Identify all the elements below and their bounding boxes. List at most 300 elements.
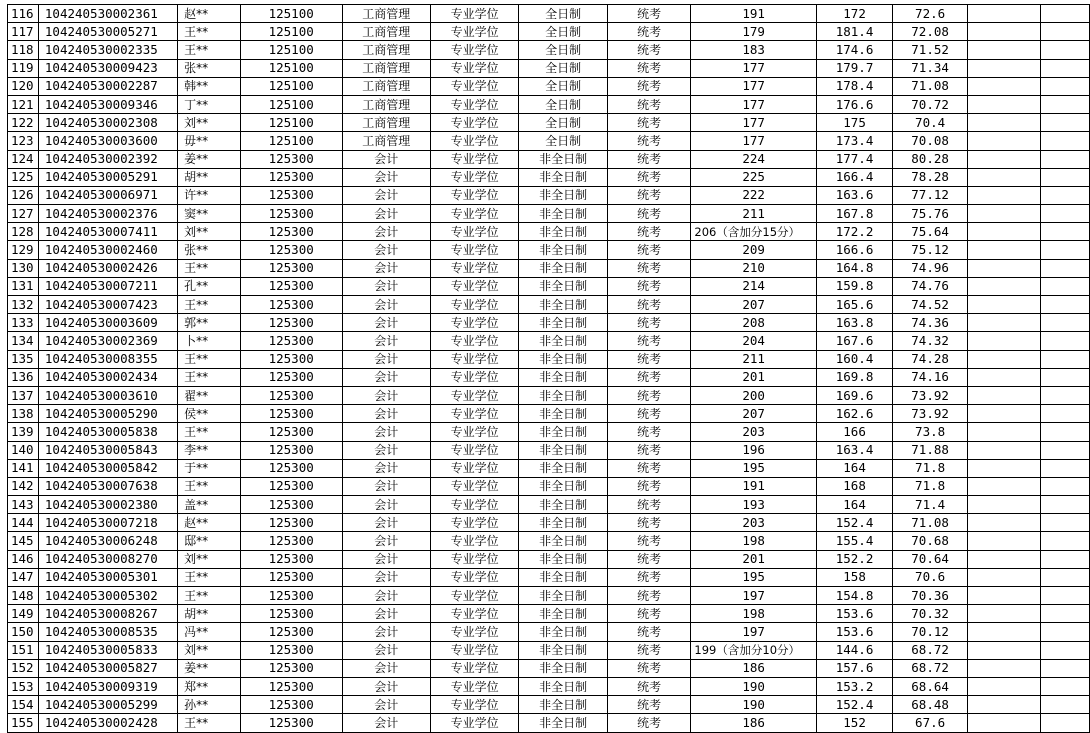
cell-exam-type: 统考 [607,532,691,550]
cell-initial-score: 211 [691,205,816,223]
cell-major-name: 会计 [342,477,430,495]
cell-candidate-name: 邸** [178,532,241,550]
cell-degree-type: 专业学位 [430,168,518,186]
table-row [8,532,1090,550]
cell-retest-score: 152.4 [816,514,893,532]
cell-exam-id: 104240530005291 [38,168,177,186]
cell-major-code: 125300 [240,259,342,277]
cell-candidate-name: 赵** [178,5,241,23]
cell-total-score: 73.8 [893,423,968,441]
cell-candidate-name: 郭** [178,314,241,332]
cell-exam-type: 统考 [607,605,691,623]
cell-exam-id: 104240530002361 [38,5,177,23]
cell-degree-type: 专业学位 [430,186,518,204]
cell-retest-score: 177.4 [816,150,893,168]
cell-candidate-name: 郑** [178,677,241,695]
cell-total-score: 70.64 [893,550,968,568]
table-row [8,95,1090,113]
cell-remark-b [1040,259,1089,277]
cell-remark-a [967,659,1040,677]
cell-major-code: 125300 [240,314,342,332]
cell-major-code: 125300 [240,168,342,186]
cell-total-score: 71.08 [893,514,968,532]
cell-degree-type: 专业学位 [430,514,518,532]
cell-exam-type: 统考 [607,587,691,605]
cell-remark-a [967,496,1040,514]
cell-degree-type: 专业学位 [430,314,518,332]
cell-total-score: 74.36 [893,314,968,332]
cell-remark-b [1040,59,1089,77]
table-row [8,696,1090,714]
cell-degree-type: 专业学位 [430,641,518,659]
cell-remark-a [967,150,1040,168]
cell-candidate-name: 刘** [178,550,241,568]
cell-degree-type: 专业学位 [430,77,518,95]
cell-major-code: 125100 [240,77,342,95]
cell-row-number: 128 [8,223,39,241]
cell-row-number: 134 [8,332,39,350]
cell-row-number: 126 [8,186,39,204]
table-row [8,296,1090,314]
cell-major-name: 会计 [342,314,430,332]
cell-row-number: 119 [8,59,39,77]
cell-major-name: 会计 [342,423,430,441]
cell-major-code: 125100 [240,59,342,77]
cell-remark-a [967,605,1040,623]
cell-row-number: 130 [8,259,39,277]
cell-degree-type: 专业学位 [430,386,518,404]
cell-study-mode: 非全日制 [519,623,607,641]
cell-major-code: 125300 [240,605,342,623]
cell-exam-id: 104240530002308 [38,114,177,132]
cell-major-code: 125300 [240,514,342,532]
cell-remark-b [1040,205,1089,223]
cell-remark-a [967,587,1040,605]
cell-retest-score: 152 [816,714,893,732]
cell-degree-type: 专业学位 [430,296,518,314]
cell-retest-score: 152.4 [816,696,893,714]
cell-initial-score: 211 [691,350,816,368]
table-row [8,332,1090,350]
cell-major-code: 125300 [240,223,342,241]
cell-exam-type: 统考 [607,296,691,314]
cell-initial-score: 214 [691,277,816,295]
cell-remark-a [967,186,1040,204]
cell-major-name: 工商管理 [342,77,430,95]
cell-retest-score: 166.4 [816,168,893,186]
cell-remark-a [967,641,1040,659]
cell-degree-type: 专业学位 [430,241,518,259]
cell-total-score: 74.16 [893,368,968,386]
cell-remark-a [967,350,1040,368]
cell-major-name: 会计 [342,332,430,350]
cell-exam-id: 104240530002426 [38,259,177,277]
cell-remark-a [967,441,1040,459]
cell-degree-type: 专业学位 [430,659,518,677]
cell-row-number: 152 [8,659,39,677]
cell-total-score: 67.6 [893,714,968,732]
cell-row-number: 147 [8,568,39,586]
cell-remark-b [1040,423,1089,441]
cell-retest-score: 181.4 [816,23,893,41]
cell-study-mode: 非全日制 [519,259,607,277]
cell-major-name: 会计 [342,441,430,459]
cell-retest-score: 165.6 [816,296,893,314]
cell-exam-id: 104240530002335 [38,41,177,59]
cell-study-mode: 非全日制 [519,368,607,386]
cell-initial-score: 225 [691,168,816,186]
cell-study-mode: 非全日制 [519,314,607,332]
cell-row-number: 122 [8,114,39,132]
cell-major-name: 会计 [342,568,430,586]
cell-exam-id: 104240530003609 [38,314,177,332]
cell-exam-type: 统考 [607,150,691,168]
cell-total-score: 70.36 [893,587,968,605]
cell-total-score: 71.52 [893,41,968,59]
cell-initial-score: 203 [691,514,816,532]
cell-initial-score: 195 [691,459,816,477]
cell-remark-b [1040,496,1089,514]
cell-major-code: 125300 [240,186,342,204]
cell-remark-b [1040,241,1089,259]
cell-exam-type: 统考 [607,223,691,241]
cell-exam-id: 104240530007423 [38,296,177,314]
cell-study-mode: 非全日制 [519,550,607,568]
cell-row-number: 129 [8,241,39,259]
cell-row-number: 150 [8,623,39,641]
cell-exam-type: 统考 [607,659,691,677]
cell-exam-id: 104240530005827 [38,659,177,677]
cell-exam-type: 统考 [607,350,691,368]
cell-candidate-name: 王** [178,587,241,605]
cell-exam-type: 统考 [607,241,691,259]
cell-remark-a [967,132,1040,150]
cell-initial-score: 177 [691,114,816,132]
cell-remark-b [1040,350,1089,368]
cell-candidate-name: 刘** [178,641,241,659]
cell-major-name: 会计 [342,350,430,368]
cell-candidate-name: 韩** [178,77,241,95]
cell-initial-score: 179 [691,23,816,41]
cell-initial-score: 208 [691,314,816,332]
cell-major-name: 会计 [342,386,430,404]
cell-row-number: 155 [8,714,39,732]
cell-total-score: 74.96 [893,259,968,277]
cell-initial-score: 222 [691,186,816,204]
cell-candidate-name: 赵** [178,514,241,532]
table-row [8,441,1090,459]
cell-exam-id: 104240530002392 [38,150,177,168]
table-row [8,241,1090,259]
cell-study-mode: 非全日制 [519,296,607,314]
cell-degree-type: 专业学位 [430,677,518,695]
cell-retest-score: 159.8 [816,277,893,295]
cell-retest-score: 158 [816,568,893,586]
cell-initial-score: 177 [691,59,816,77]
cell-candidate-name: 王** [178,259,241,277]
table-row [8,223,1090,241]
cell-remark-a [967,205,1040,223]
cell-row-number: 125 [8,168,39,186]
cell-remark-b [1040,132,1089,150]
table-row [8,23,1090,41]
cell-row-number: 154 [8,696,39,714]
cell-candidate-name: 孙** [178,696,241,714]
table-row [8,150,1090,168]
cell-total-score: 70.68 [893,532,968,550]
cell-exam-type: 统考 [607,550,691,568]
cell-initial-score: 201 [691,368,816,386]
cell-study-mode: 非全日制 [519,532,607,550]
cell-exam-type: 统考 [607,477,691,495]
cell-row-number: 148 [8,587,39,605]
cell-study-mode: 非全日制 [519,205,607,223]
cell-degree-type: 专业学位 [430,532,518,550]
cell-study-mode: 全日制 [519,41,607,59]
cell-major-code: 125100 [240,41,342,59]
cell-major-name: 会计 [342,532,430,550]
cell-row-number: 137 [8,386,39,404]
cell-candidate-name: 翟** [178,386,241,404]
cell-exam-id: 104240530009319 [38,677,177,695]
table-row [8,623,1090,641]
cell-candidate-name: 刘** [178,114,241,132]
cell-total-score: 75.12 [893,241,968,259]
cell-retest-score: 153.2 [816,677,893,695]
cell-exam-type: 统考 [607,168,691,186]
cell-degree-type: 专业学位 [430,59,518,77]
cell-remark-a [967,23,1040,41]
cell-study-mode: 非全日制 [519,587,607,605]
cell-initial-score: 198 [691,605,816,623]
table-row [8,677,1090,695]
cell-degree-type: 专业学位 [430,150,518,168]
cell-study-mode: 非全日制 [519,223,607,241]
cell-remark-a [967,623,1040,641]
cell-remark-b [1040,477,1089,495]
cell-row-number: 120 [8,77,39,95]
cell-row-number: 121 [8,95,39,113]
cell-exam-type: 统考 [607,459,691,477]
cell-retest-score: 172 [816,5,893,23]
cell-row-number: 138 [8,405,39,423]
cell-total-score: 80.28 [893,150,968,168]
cell-degree-type: 专业学位 [430,368,518,386]
cell-exam-id: 104240530008270 [38,550,177,568]
cell-retest-score: 179.7 [816,59,893,77]
cell-remark-b [1040,77,1089,95]
cell-exam-type: 统考 [607,696,691,714]
cell-row-number: 139 [8,423,39,441]
cell-retest-score: 166 [816,423,893,441]
cell-retest-score: 167.6 [816,332,893,350]
cell-total-score: 73.92 [893,405,968,423]
cell-initial-score: 199（含加分10分） [691,641,816,659]
cell-remark-b [1040,550,1089,568]
cell-exam-type: 统考 [607,205,691,223]
cell-retest-score: 164 [816,459,893,477]
cell-retest-score: 160.4 [816,350,893,368]
cell-initial-score: 201 [691,550,816,568]
cell-exam-type: 统考 [607,441,691,459]
cell-exam-id: 104240530007411 [38,223,177,241]
cell-row-number: 135 [8,350,39,368]
cell-total-score: 74.28 [893,350,968,368]
cell-exam-id: 104240530008355 [38,350,177,368]
cell-remark-b [1040,532,1089,550]
cell-major-name: 工商管理 [342,132,430,150]
cell-total-score: 71.8 [893,459,968,477]
cell-major-name: 会计 [342,368,430,386]
cell-candidate-name: 王** [178,368,241,386]
cell-retest-score: 164 [816,496,893,514]
cell-exam-id: 104240530005301 [38,568,177,586]
cell-major-code: 125300 [240,405,342,423]
cell-major-name: 工商管理 [342,59,430,77]
cell-exam-type: 统考 [607,714,691,732]
cell-row-number: 133 [8,314,39,332]
cell-row-number: 140 [8,441,39,459]
cell-exam-id: 104240530007218 [38,514,177,532]
cell-major-name: 会计 [342,641,430,659]
cell-row-number: 151 [8,641,39,659]
cell-initial-score: 190 [691,696,816,714]
cell-study-mode: 非全日制 [519,459,607,477]
cell-study-mode: 非全日制 [519,241,607,259]
cell-row-number: 127 [8,205,39,223]
table-row [8,386,1090,404]
cell-exam-id: 104240530009346 [38,95,177,113]
cell-candidate-name: 王** [178,714,241,732]
cell-initial-score: 197 [691,623,816,641]
cell-retest-score: 163.6 [816,186,893,204]
cell-major-code: 125300 [240,296,342,314]
cell-major-name: 会计 [342,405,430,423]
cell-total-score: 71.88 [893,441,968,459]
cell-study-mode: 全日制 [519,23,607,41]
cell-retest-score: 176.6 [816,95,893,113]
cell-major-code: 125300 [240,659,342,677]
cell-exam-type: 统考 [607,496,691,514]
cell-initial-score: 186 [691,659,816,677]
table-row [8,5,1090,23]
cell-study-mode: 非全日制 [519,568,607,586]
cell-candidate-name: 王** [178,23,241,41]
cell-major-name: 会计 [342,623,430,641]
cell-remark-a [967,59,1040,77]
cell-exam-type: 统考 [607,59,691,77]
cell-degree-type: 专业学位 [430,114,518,132]
cell-total-score: 70.12 [893,623,968,641]
cell-degree-type: 专业学位 [430,332,518,350]
table-row [8,477,1090,495]
cell-study-mode: 非全日制 [519,332,607,350]
cell-major-name: 会计 [342,714,430,732]
cell-study-mode: 非全日制 [519,659,607,677]
cell-degree-type: 专业学位 [430,423,518,441]
cell-exam-id: 104240530003610 [38,386,177,404]
cell-exam-id: 104240530005271 [38,23,177,41]
cell-exam-id: 104240530002380 [38,496,177,514]
cell-remark-a [967,277,1040,295]
cell-study-mode: 非全日制 [519,514,607,532]
cell-degree-type: 专业学位 [430,550,518,568]
cell-major-code: 125100 [240,132,342,150]
cell-exam-type: 统考 [607,423,691,441]
cell-remark-a [967,314,1040,332]
cell-candidate-name: 王** [178,296,241,314]
cell-remark-a [967,714,1040,732]
cell-major-code: 125300 [240,550,342,568]
cell-initial-score: 196 [691,441,816,459]
cell-remark-a [967,386,1040,404]
cell-exam-type: 统考 [607,259,691,277]
cell-study-mode: 非全日制 [519,441,607,459]
cell-exam-id: 104240530005302 [38,587,177,605]
cell-major-name: 会计 [342,605,430,623]
cell-candidate-name: 胡** [178,605,241,623]
cell-total-score: 74.32 [893,332,968,350]
cell-exam-id: 104240530005833 [38,641,177,659]
cell-candidate-name: 刘** [178,223,241,241]
cell-candidate-name: 张** [178,241,241,259]
table-row [8,641,1090,659]
cell-candidate-name: 胡** [178,168,241,186]
cell-study-mode: 非全日制 [519,150,607,168]
cell-retest-score: 155.4 [816,532,893,550]
cell-total-score: 70.4 [893,114,968,132]
cell-remark-a [967,296,1040,314]
cell-initial-score: 210 [691,259,816,277]
table-row [8,459,1090,477]
table-row [8,405,1090,423]
cell-exam-id: 104240530002434 [38,368,177,386]
cell-remark-b [1040,514,1089,532]
cell-remark-a [967,368,1040,386]
cell-row-number: 143 [8,496,39,514]
cell-remark-a [967,459,1040,477]
cell-exam-type: 统考 [607,277,691,295]
cell-major-name: 工商管理 [342,41,430,59]
cell-major-code: 125300 [240,332,342,350]
cell-major-code: 125100 [240,95,342,113]
cell-row-number: 123 [8,132,39,150]
cell-initial-score: 177 [691,77,816,95]
cell-total-score: 78.28 [893,168,968,186]
cell-major-code: 125300 [240,350,342,368]
cell-initial-score: 186 [691,714,816,732]
cell-study-mode: 全日制 [519,95,607,113]
cell-initial-score: 204 [691,332,816,350]
cell-degree-type: 专业学位 [430,623,518,641]
cell-candidate-name: 盖** [178,496,241,514]
cell-remark-b [1040,659,1089,677]
cell-row-number: 149 [8,605,39,623]
cell-total-score: 77.12 [893,186,968,204]
cell-total-score: 70.32 [893,605,968,623]
cell-major-code: 125300 [240,205,342,223]
cell-row-number: 145 [8,532,39,550]
cell-candidate-name: 毋** [178,132,241,150]
cell-exam-type: 统考 [607,677,691,695]
cell-major-code: 125300 [240,714,342,732]
cell-exam-id: 104240530005299 [38,696,177,714]
cell-initial-score: 193 [691,496,816,514]
cell-degree-type: 专业学位 [430,23,518,41]
cell-study-mode: 非全日制 [519,350,607,368]
cell-major-name: 会计 [342,259,430,277]
cell-exam-id: 104240530006248 [38,532,177,550]
